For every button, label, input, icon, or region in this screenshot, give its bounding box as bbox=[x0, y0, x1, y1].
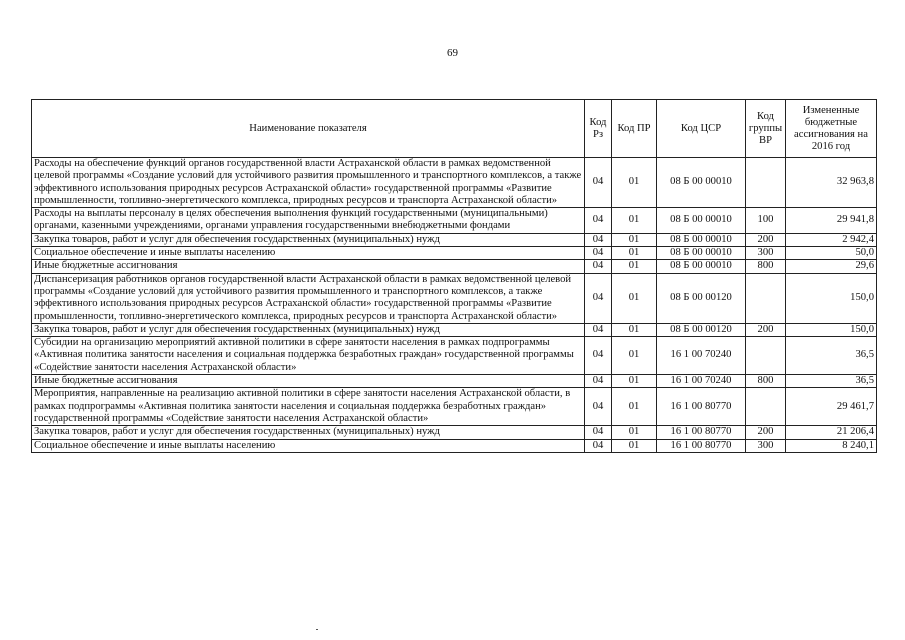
row-csr: 08 Б 00 00010 bbox=[657, 158, 746, 208]
row-sum: 8 240,1 bbox=[786, 439, 877, 452]
row-pr: 01 bbox=[612, 233, 657, 246]
row-rz: 04 bbox=[585, 337, 612, 375]
row-csr: 08 Б 00 00010 bbox=[657, 208, 746, 234]
row-pr: 01 bbox=[612, 247, 657, 260]
row-name: Субсидии на организацию мероприятий активной политики в сфере занятости населения в рамках подпрограммы «Активная политика занятости населения и социальная поддержка безработных граждан» государственной программы «Содействие занятости населения Астраханской области» bbox=[32, 337, 585, 375]
table-row bbox=[32, 158, 877, 208]
row-csr: 16 1 00 80770 bbox=[657, 439, 746, 452]
row-sum: 32 963,8 bbox=[786, 158, 877, 208]
header-sum: Измененные бюджетные ассигнования на 2016 год bbox=[786, 100, 877, 158]
row-sum: 150,0 bbox=[786, 323, 877, 336]
table-row bbox=[32, 273, 877, 323]
header-name: Наименование показателя bbox=[32, 100, 585, 158]
row-rz: 04 bbox=[585, 260, 612, 273]
table-header bbox=[32, 100, 877, 158]
row-name: Расходы на выплаты персоналу в целях обеспечения выполнения функций государственными (муниципальными) органами, казенными учреждениями, органами управления государственными внебюджетными фондами bbox=[32, 208, 585, 234]
row-rz: 04 bbox=[585, 247, 612, 260]
table-row bbox=[32, 426, 877, 439]
row-sum: 21 206,4 bbox=[786, 426, 877, 439]
table-row bbox=[32, 208, 877, 234]
row-rz: 04 bbox=[585, 233, 612, 246]
row-csr: 08 Б 00 00010 bbox=[657, 260, 746, 273]
row-pr: 01 bbox=[612, 260, 657, 273]
row-csr: 08 Б 00 00120 bbox=[657, 323, 746, 336]
row-vr bbox=[746, 158, 786, 208]
budget-table bbox=[31, 99, 877, 453]
row-rz: 04 bbox=[585, 375, 612, 388]
row-csr: 16 1 00 70240 bbox=[657, 375, 746, 388]
row-rz: 04 bbox=[585, 426, 612, 439]
row-sum: 29 461,7 bbox=[786, 388, 877, 426]
header-rz: Код Рз bbox=[585, 100, 612, 158]
table-row bbox=[32, 233, 877, 246]
row-rz: 04 bbox=[585, 208, 612, 234]
row-name: Мероприятия, направленные на реализацию активной политики в сфере занятости населения Астраханской области, в рамках подпрограммы «Активная политика занятости населения и социальная поддержка безработных граждан» государственной программы «Содействие занятости населения Астраханской области» bbox=[32, 388, 585, 426]
row-csr: 08 Б 00 00010 bbox=[657, 247, 746, 260]
row-sum: 29,6 bbox=[786, 260, 877, 273]
table-row bbox=[32, 337, 877, 375]
row-pr: 01 bbox=[612, 273, 657, 323]
row-sum: 2 942,4 bbox=[786, 233, 877, 246]
row-vr: 200 bbox=[746, 233, 786, 246]
row-sum: 36,5 bbox=[786, 337, 877, 375]
row-rz: 04 bbox=[585, 273, 612, 323]
row-vr bbox=[746, 273, 786, 323]
row-vr: 200 bbox=[746, 323, 786, 336]
row-vr: 300 bbox=[746, 439, 786, 452]
row-vr: 300 bbox=[746, 247, 786, 260]
row-vr: 200 bbox=[746, 426, 786, 439]
row-vr bbox=[746, 337, 786, 375]
table-row bbox=[32, 260, 877, 273]
row-csr: 08 Б 00 00010 bbox=[657, 233, 746, 246]
row-csr: 16 1 00 80770 bbox=[657, 426, 746, 439]
table-row bbox=[32, 247, 877, 260]
row-pr: 01 bbox=[612, 208, 657, 234]
row-pr: 01 bbox=[612, 158, 657, 208]
table-row bbox=[32, 388, 877, 426]
row-rz: 04 bbox=[585, 388, 612, 426]
scan-speck bbox=[316, 629, 318, 630]
row-pr: 01 bbox=[612, 375, 657, 388]
header-csr: Код ЦСР bbox=[657, 100, 746, 158]
header-pr: Код ПР bbox=[612, 100, 657, 158]
row-name: Иные бюджетные ассигнования bbox=[32, 260, 585, 273]
row-pr: 01 bbox=[612, 426, 657, 439]
row-name: Расходы на обеспечение функций органов государственной власти Астраханской области в рамках ведомственной целевой программы «Создание условий для устойчивого развития промышленного и транспортного комплексов, а также эффективного использования природных ресурсов Астраханской области» государственной программы «Развитие промышленности, топливно-энергетического комплекса, природных ресурсов и транспорта Астраханской области» bbox=[32, 158, 585, 208]
row-csr: 08 Б 00 00120 bbox=[657, 273, 746, 323]
row-rz: 04 bbox=[585, 323, 612, 336]
row-vr: 100 bbox=[746, 208, 786, 234]
row-sum: 50,0 bbox=[786, 247, 877, 260]
row-vr: 800 bbox=[746, 260, 786, 273]
row-pr: 01 bbox=[612, 439, 657, 452]
row-rz: 04 bbox=[585, 158, 612, 208]
row-sum: 150,0 bbox=[786, 273, 877, 323]
row-name: Социальное обеспечение и иные выплаты населению bbox=[32, 247, 585, 260]
row-vr: 800 bbox=[746, 375, 786, 388]
row-name: Социальное обеспечение и иные выплаты населению bbox=[32, 439, 585, 452]
table-body bbox=[32, 158, 877, 453]
row-name: Закупка товаров, работ и услуг для обеспечения государственных (муниципальных) нужд bbox=[32, 323, 585, 336]
table-row bbox=[32, 323, 877, 336]
table-row bbox=[32, 375, 877, 388]
row-name: Диспансеризация работников органов государственной власти Астраханской области в рамках ведомственной целевой программы «Создание условий для устойчивого развития промышленного и транспортного комплексов, а также эффективного использования природных ресурсов Астраханской области» государственной программы «Развитие промышленности, топливно-энергетического комплекса, природных ресурсов и транспорта Астраханской области» bbox=[32, 273, 585, 323]
row-name: Закупка товаров, работ и услуг для обеспечения государственных (муниципальных) нужд bbox=[32, 426, 585, 439]
row-vr bbox=[746, 388, 786, 426]
row-pr: 01 bbox=[612, 323, 657, 336]
row-name: Иные бюджетные ассигнования bbox=[32, 375, 585, 388]
row-sum: 29 941,8 bbox=[786, 208, 877, 234]
header-vr: Код группы ВР bbox=[746, 100, 786, 158]
row-csr: 16 1 00 80770 bbox=[657, 388, 746, 426]
row-csr: 16 1 00 70240 bbox=[657, 337, 746, 375]
row-pr: 01 bbox=[612, 337, 657, 375]
row-sum: 36,5 bbox=[786, 375, 877, 388]
page-number: 69 bbox=[447, 47, 458, 59]
row-name: Закупка товаров, работ и услуг для обеспечения государственных (муниципальных) нужд bbox=[32, 233, 585, 246]
row-rz: 04 bbox=[585, 439, 612, 452]
table-row bbox=[32, 439, 877, 452]
row-pr: 01 bbox=[612, 388, 657, 426]
